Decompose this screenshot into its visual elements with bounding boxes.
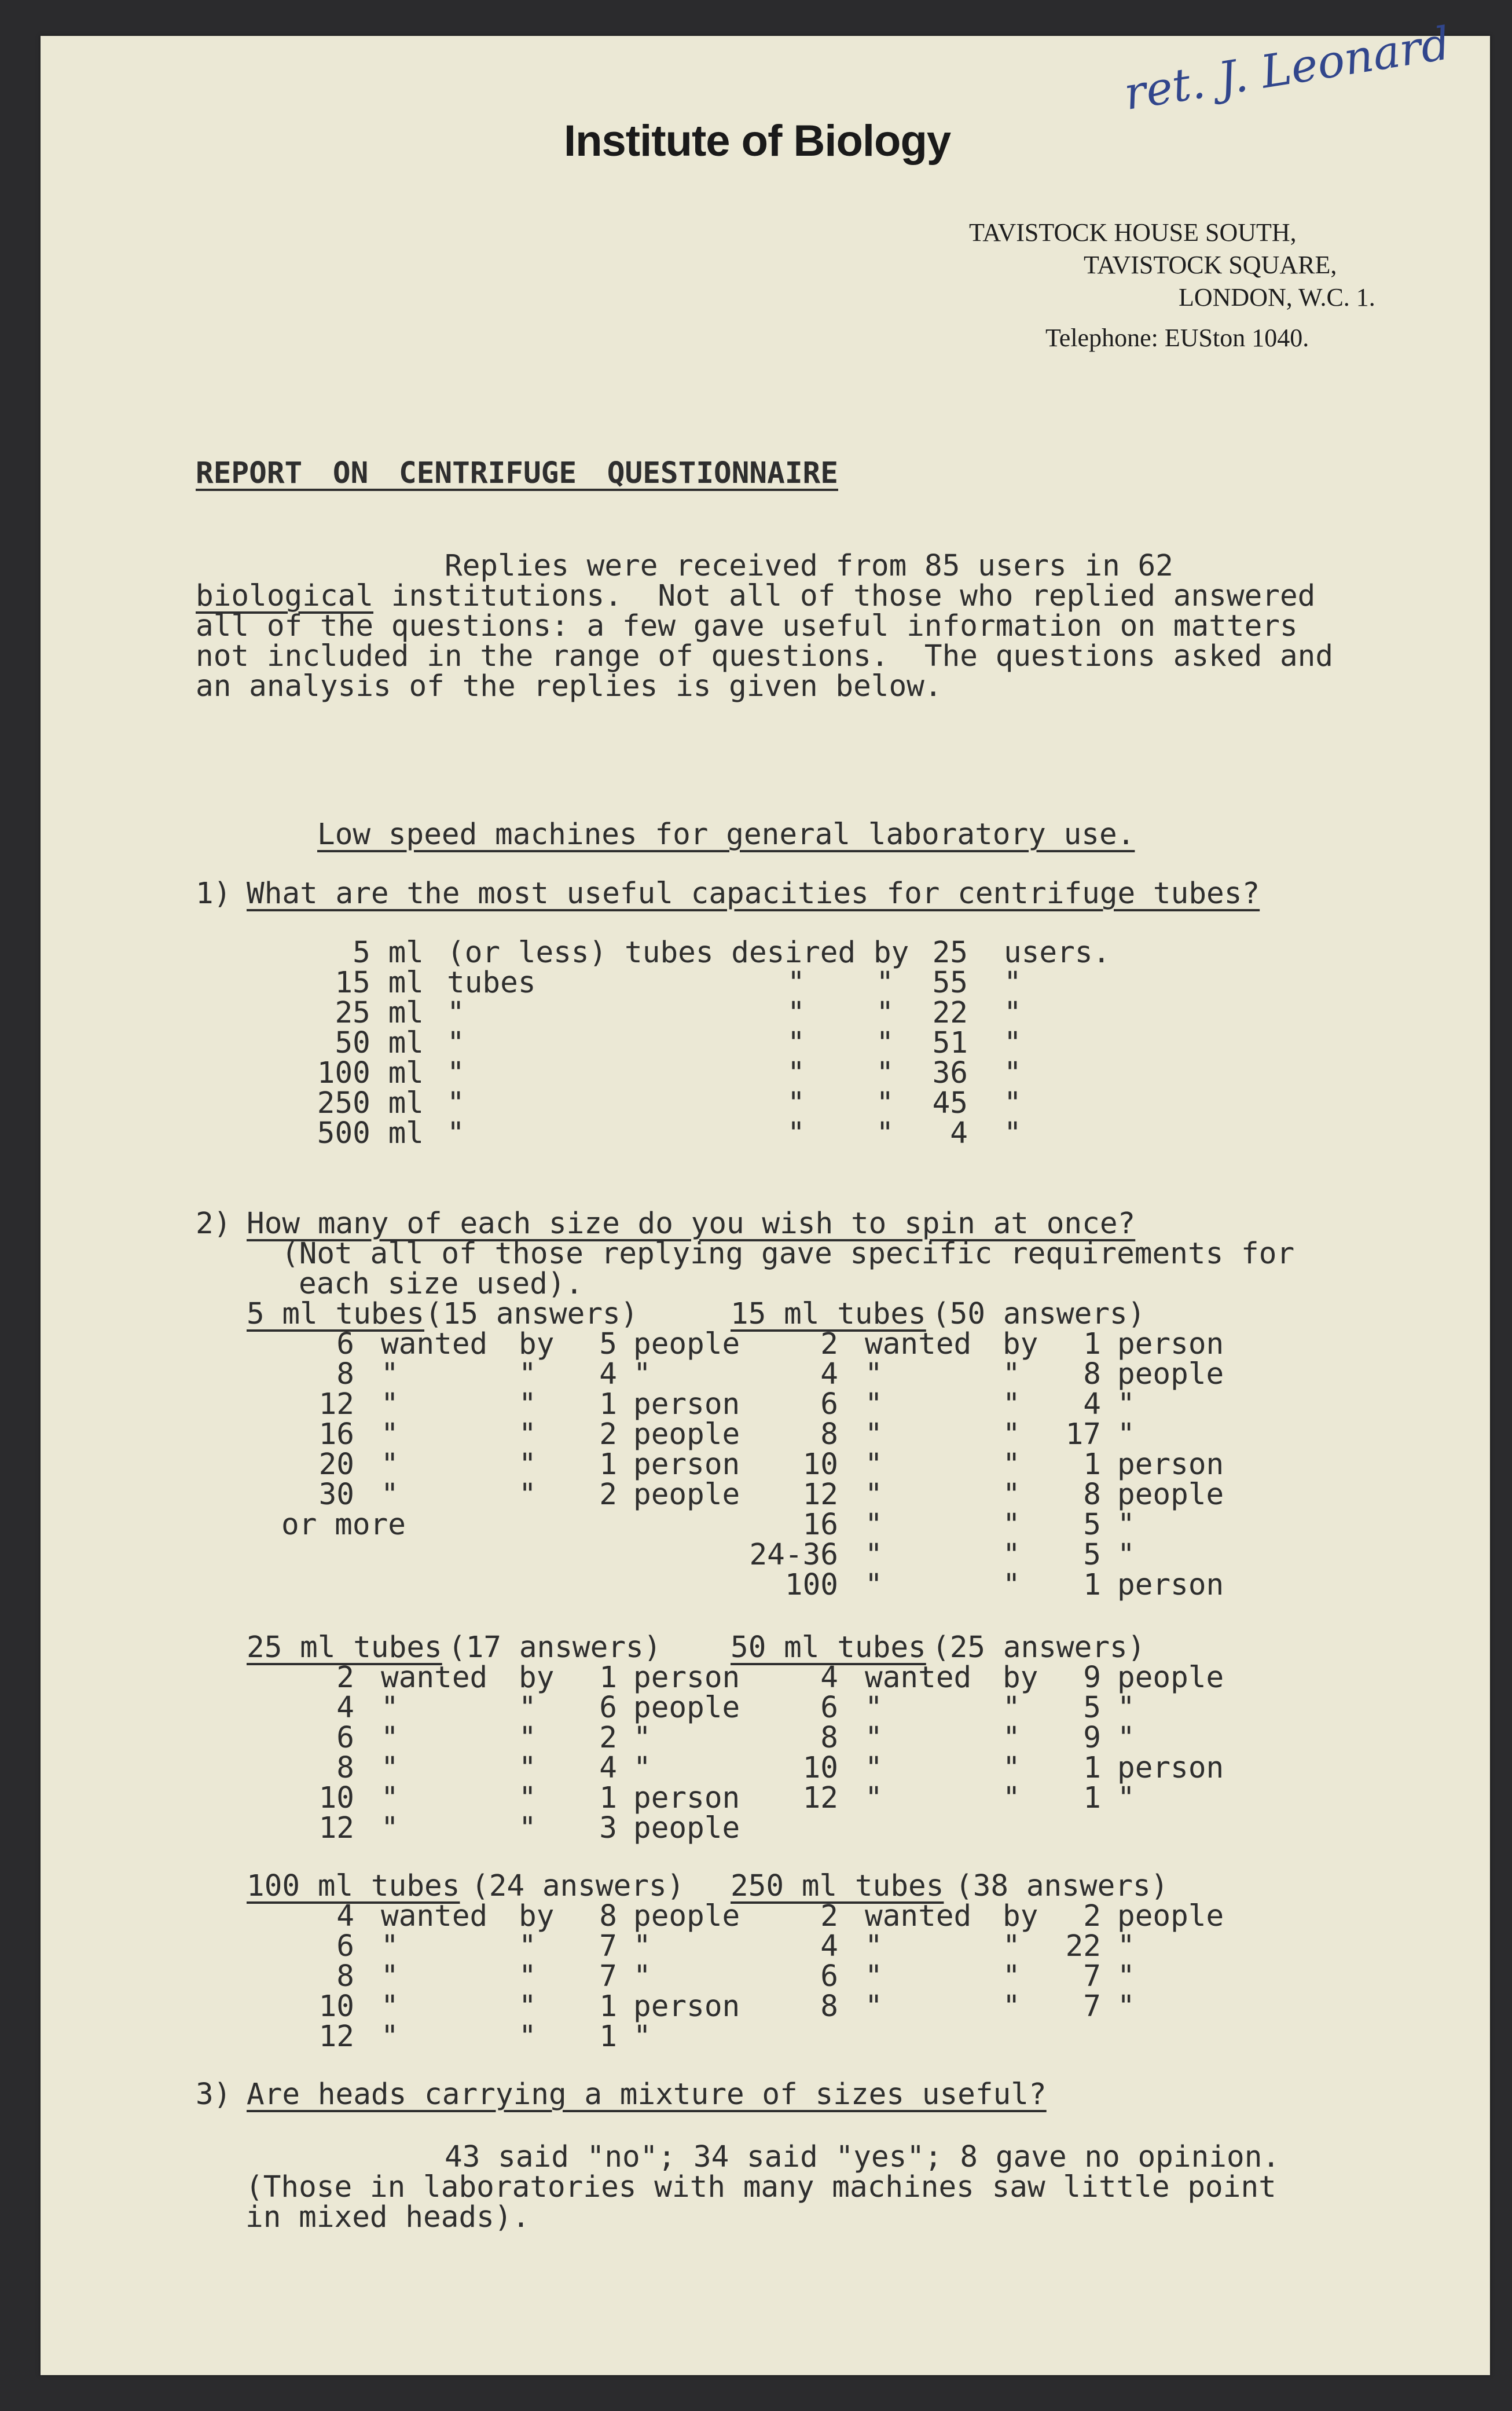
q2-row-count: 1: [599, 1781, 617, 1815]
q1-desc: ": [447, 1086, 465, 1120]
q2-row-wanted: ": [865, 1751, 883, 1785]
q2-table-title: 50 ml tubes: [731, 1630, 926, 1665]
q2-row-count: 8: [1083, 1478, 1101, 1512]
q1-tail: ": [1004, 1056, 1022, 1090]
q2-row-wanted: ": [865, 1357, 883, 1391]
q1-size: 15 ml: [335, 966, 424, 1000]
q2-row-by: ": [519, 1691, 537, 1725]
q3-number: 3): [196, 2077, 232, 2112]
q2-row-by: ": [1003, 1417, 1021, 1452]
q2-row-wanted: ": [865, 1568, 883, 1602]
q2-row-unit: ": [1117, 1417, 1135, 1452]
q2-row-quantity: 6: [336, 1721, 354, 1755]
q2-row-quantity: 6: [820, 1691, 838, 1725]
q2-row-wanted: ": [381, 1751, 399, 1785]
q2-row-count: 5: [1083, 1508, 1101, 1542]
q2-row-quantity: 2: [820, 1327, 838, 1361]
address-line-1: TAVISTOCK HOUSE SOUTH,: [969, 218, 1297, 247]
q2-row-unit: ": [1117, 1387, 1135, 1421]
q2-row-quantity: 4: [336, 1691, 354, 1725]
q2-row-count: 22: [1065, 1929, 1101, 1963]
q1-desc: tubes: [447, 966, 536, 1000]
q1-count: 4: [950, 1116, 968, 1150]
q2-row-wanted: ": [381, 1448, 399, 1482]
q1-number: 1): [196, 877, 232, 911]
q2-row-wanted: ": [381, 1929, 399, 1963]
q2-row-quantity: 4: [820, 1661, 838, 1695]
q2-row-unit: person: [1117, 1327, 1224, 1361]
q2-row-by: ": [519, 1959, 537, 1994]
q1-size: 250 ml: [317, 1086, 424, 1120]
telephone: Telephone: EUSton 1040.: [1045, 324, 1309, 352]
q2-row-by: ": [1003, 1478, 1021, 1512]
q2-row-wanted: wanted: [865, 1899, 972, 1933]
q2-table-answers: (24 answers): [471, 1869, 685, 1903]
q2-row-quantity: 8: [820, 1721, 838, 1755]
q1-size: 500 ml: [317, 1116, 424, 1150]
q2-row-wanted: ": [381, 1721, 399, 1755]
q2-row-wanted: ": [381, 1478, 399, 1512]
q2-row-count: 4: [599, 1751, 617, 1785]
q2-row-wanted: ": [865, 1478, 883, 1512]
q1-desc: ": [447, 996, 465, 1030]
q2-row-unit: person: [633, 1387, 740, 1421]
q2-row-quantity: 8: [820, 1417, 838, 1452]
q2-table-title: 250 ml tubes: [731, 1869, 944, 1903]
q2-row-unit: person: [633, 1661, 740, 1695]
q2-row-unit: ": [1117, 1959, 1135, 1994]
q1-ditto: " ": [787, 1056, 894, 1090]
q2-row-unit: ": [1117, 1691, 1135, 1725]
q2-row-by: ": [1003, 1751, 1021, 1785]
q2-row-count: 1: [1083, 1568, 1101, 1602]
q1-ditto: " ": [787, 1026, 894, 1060]
q1-count: 51: [932, 1026, 968, 1060]
q2-note-line-1: (Not all of those replying gave specific requirements for: [281, 1237, 1295, 1271]
q1-tail: ": [1004, 1086, 1022, 1120]
intro-line-2: [196, 581, 1315, 611]
handwritten-note: ret. J. Leonard: [1120, 17, 1454, 120]
q2-row-count: 6: [599, 1691, 617, 1725]
q2-row-count: 9: [1083, 1661, 1101, 1695]
intro-line-5: an analysis of the replies is given below.: [196, 669, 942, 703]
q1-ditto: " ": [787, 966, 894, 1000]
q2-row-by: ": [519, 1751, 537, 1785]
q2-row-quantity: 4: [336, 1899, 354, 1933]
q2-row-quantity: 16: [318, 1417, 354, 1452]
q2-row-quantity: 12: [802, 1478, 838, 1512]
q2-row-quantity: 8: [820, 1989, 838, 2024]
q2-row-wanted: wanted: [865, 1327, 972, 1361]
intro-line-3: all of the questions: a few gave useful information on matters: [196, 609, 1298, 643]
q2-row-by: by: [1003, 1327, 1038, 1361]
q2-row-quantity: 12: [318, 1387, 354, 1421]
q2-row-count: 8: [1083, 1357, 1101, 1391]
q2-row-wanted: ": [381, 1959, 399, 1994]
q2-table-answers: (17 answers): [448, 1630, 662, 1665]
q2-row-count: 7: [1083, 1959, 1101, 1994]
q2-row-quantity: 10: [318, 1989, 354, 2024]
q1-desc: ": [447, 1056, 465, 1090]
q2-row-count: 17: [1065, 1417, 1101, 1452]
q2-row-by: ": [519, 1721, 537, 1755]
q2-row-wanted: ": [865, 1508, 883, 1542]
q2-row-by: ": [519, 1417, 537, 1452]
q2-row-by: ": [1003, 1508, 1021, 1542]
q2-row-count: 1: [1083, 1448, 1101, 1482]
address-line-2: TAVISTOCK SQUARE,: [1084, 251, 1337, 279]
q2-row-wanted: ": [865, 1417, 883, 1452]
q1-count: 36: [932, 1056, 968, 1090]
q1-size: 25 ml: [335, 996, 424, 1030]
q1-size: 100 ml: [317, 1056, 424, 1090]
q2-row-unit: ": [1117, 1721, 1135, 1755]
q2-row-count: 5: [1083, 1538, 1101, 1572]
q2-row-by: by: [519, 1899, 555, 1933]
q2-row-quantity: 8: [336, 1959, 354, 1994]
q2-row-quantity: 8: [336, 1751, 354, 1785]
q2-row-by: ": [519, 1781, 537, 1815]
q2-row-unit: people: [1117, 1357, 1224, 1391]
q2-row-wanted: ": [865, 1691, 883, 1725]
q1-tail: users.: [1004, 936, 1111, 970]
q2-row-quantity: 8: [336, 1357, 354, 1391]
q2-row-by: ": [1003, 1959, 1021, 1994]
q2-row-wanted: ": [381, 1417, 399, 1452]
intro-line-4: not included in the range of questions. The questions asked and: [196, 639, 1334, 673]
q2-row-quantity: 6: [820, 1387, 838, 1421]
q2-row-unit: ": [1117, 1508, 1135, 1542]
q1-ditto: " ": [787, 1086, 894, 1120]
q2-row-by: by: [1003, 1661, 1038, 1695]
q2-row-by: ": [1003, 1989, 1021, 2024]
q2-row-unit: person: [1117, 1751, 1224, 1785]
q2-table-title: 5 ml tubes: [247, 1297, 425, 1331]
q1-desc: (or less) tubes desired by: [447, 936, 909, 970]
intro-line-2-rest: institutions. Not all of those who replied answered: [373, 579, 1316, 613]
q2-table-answers: (38 answers): [955, 1869, 1169, 1903]
q2-row-unit: ": [633, 1357, 651, 1391]
q2-row-quantity: 6: [336, 1929, 354, 1963]
q1-tail: ": [1004, 996, 1022, 1030]
q1-tail: ": [1004, 966, 1022, 1000]
q2-row-quantity: 2: [820, 1899, 838, 1933]
q2-row-quantity: 10: [802, 1448, 838, 1482]
q2-row-wanted: wanted: [865, 1661, 972, 1695]
q2-row-by: by: [519, 1661, 555, 1695]
q2-row-wanted: ": [381, 1357, 399, 1391]
q2-row-wanted: wanted: [381, 1899, 488, 1933]
institution-name: Institute of Biology: [564, 116, 951, 166]
q2-row-quantity: 12: [318, 1811, 354, 1845]
q2-row-wanted: ": [865, 1989, 883, 2024]
q2-table-answers: (15 answers): [425, 1297, 638, 1331]
q2-row-count: 1: [599, 1989, 617, 2024]
q2-row-by: ": [519, 1811, 537, 1845]
q2-row-by: ": [1003, 1448, 1021, 1482]
q2-row-count: 4: [599, 1357, 617, 1391]
section-heading: Low speed machines for general laboratory use.: [317, 818, 1135, 852]
q2-row-unit: person: [633, 1781, 740, 1815]
q2-row-quantity: 10: [318, 1781, 354, 1815]
q2-row-unit: person: [1117, 1568, 1224, 1602]
report-title: REPORT ON CENTRIFUGE QUESTIONNAIRE: [196, 456, 838, 490]
q2-row-wanted: wanted: [381, 1661, 488, 1695]
q3-answer-line-3: in mixed heads).: [245, 2200, 530, 2234]
q2-row-unit: person: [633, 1448, 740, 1482]
q2-row-wanted: ": [381, 1781, 399, 1815]
q1-count: 25: [932, 936, 968, 970]
q2-row-quantity: 16: [802, 1508, 838, 1542]
q2-row-count: 7: [1083, 1989, 1101, 2024]
q2-row-quantity: 24-36: [749, 1538, 838, 1572]
q2-row-count: 1: [599, 2020, 617, 2054]
q2-row-by: ": [1003, 1781, 1021, 1815]
q2-row-by: by: [519, 1327, 555, 1361]
q2-row-by: ": [1003, 1538, 1021, 1572]
q2-row-quantity: 2: [336, 1661, 354, 1695]
q2-table-extra: or more: [281, 1508, 406, 1542]
q2-row-wanted: ": [865, 1959, 883, 1994]
q2-row-count: 2: [599, 1478, 617, 1512]
q2-table-answers: (25 answers): [932, 1630, 1146, 1665]
q2-row-wanted: ": [381, 1811, 399, 1845]
q2-row-by: ": [1003, 1357, 1021, 1391]
q2-row-wanted: ": [865, 1929, 883, 1963]
q2-row-by: ": [519, 2020, 537, 2054]
q2-row-by: ": [519, 1448, 537, 1482]
q2-row-unit: ": [1117, 1989, 1135, 2024]
q2-row-by: ": [1003, 1568, 1021, 1602]
intro-line-1: Replies were received from 85 users in 62: [445, 549, 1173, 583]
q2-row-count: 1: [1083, 1751, 1101, 1785]
q2-row-unit: ": [1117, 1538, 1135, 1572]
q2-table-title: 100 ml tubes: [247, 1869, 460, 1903]
q2-row-by: ": [1003, 1387, 1021, 1421]
q2-row-count: 9: [1083, 1721, 1101, 1755]
q2-row-quantity: 10: [802, 1751, 838, 1785]
q2-row-unit: people: [1117, 1478, 1224, 1512]
q2-row-unit: people: [633, 1899, 740, 1933]
q2-row-unit: ": [633, 2020, 651, 2054]
q2-row-quantity: 30: [318, 1478, 354, 1512]
q1-size: 50 ml: [335, 1026, 424, 1060]
q1-desc: ": [447, 1116, 465, 1150]
q2-row-unit: people: [633, 1691, 740, 1725]
q1-tail: ": [1004, 1026, 1022, 1060]
q2-row-wanted: ": [381, 2020, 399, 2054]
q2-row-quantity: 20: [318, 1448, 354, 1482]
q2-question: How many of each size do you wish to spin at once?: [247, 1207, 1136, 1241]
q2-row-unit: person: [633, 1989, 740, 2024]
q2-row-quantity: 12: [318, 2020, 354, 2054]
q1-count: 55: [932, 966, 968, 1000]
q2-table-title: 15 ml tubes: [731, 1297, 926, 1331]
q2-row-count: 7: [599, 1959, 617, 1994]
q2-row-wanted: ": [381, 1989, 399, 2024]
q2-row-count: 5: [1083, 1691, 1101, 1725]
q2-row-quantity: 4: [820, 1357, 838, 1391]
q2-row-quantity: 100: [784, 1568, 838, 1602]
q2-row-unit: people: [1117, 1899, 1224, 1933]
q2-row-count: 3: [599, 1811, 617, 1845]
q2-row-unit: people: [1117, 1661, 1224, 1695]
q2-row-wanted: ": [865, 1448, 883, 1482]
q2-row-count: 5: [599, 1327, 617, 1361]
q2-row-by: ": [519, 1929, 537, 1963]
q2-row-unit: person: [1117, 1448, 1224, 1482]
q2-row-wanted: ": [381, 1691, 399, 1725]
q1-size: 5 ml: [353, 936, 424, 970]
q2-row-quantity: 6: [336, 1327, 354, 1361]
q1-tail: ": [1004, 1116, 1022, 1150]
q2-row-unit: ": [633, 1721, 651, 1755]
q2-row-wanted: ": [865, 1538, 883, 1572]
address-line-3: LONDON, W.C. 1.: [1179, 283, 1375, 312]
q2-row-count: 1: [1083, 1781, 1101, 1815]
q2-row-count: 8: [599, 1899, 617, 1933]
q2-row-wanted: wanted: [381, 1327, 488, 1361]
q2-row-count: 1: [599, 1448, 617, 1482]
q2-row-quantity: 12: [802, 1781, 838, 1815]
q1-count: 45: [932, 1086, 968, 1120]
q2-row-unit: people: [633, 1327, 740, 1361]
q1-question: What are the most useful capacities for centrifuge tubes?: [247, 877, 1260, 911]
q1-desc: ": [447, 1026, 465, 1060]
q2-number: 2): [196, 1207, 232, 1241]
q3-answer-line-2: (Those in laboratories with many machines saw little point: [245, 2170, 1276, 2204]
q2-row-unit: ": [633, 1751, 651, 1785]
q2-row-by: by: [1003, 1899, 1038, 1933]
q2-row-quantity: 6: [820, 1959, 838, 1994]
q2-row-by: ": [519, 1387, 537, 1421]
q2-row-by: ": [1003, 1929, 1021, 1963]
q2-row-quantity: 4: [820, 1929, 838, 1963]
q2-row-unit: people: [633, 1478, 740, 1512]
q2-row-count: 2: [599, 1417, 617, 1452]
q2-row-wanted: ": [865, 1721, 883, 1755]
q2-row-unit: people: [633, 1417, 740, 1452]
q2-row-count: 4: [1083, 1387, 1101, 1421]
q2-row-by: ": [1003, 1721, 1021, 1755]
q2-row-count: 1: [599, 1661, 617, 1695]
q2-row-wanted: ": [865, 1387, 883, 1421]
q2-row-unit: ": [1117, 1781, 1135, 1815]
q2-note-line-2: each size used).: [299, 1267, 583, 1301]
q1-count: 22: [932, 996, 968, 1030]
q2-table-answers: (50 answers): [932, 1297, 1146, 1331]
q2-row-unit: ": [1117, 1929, 1135, 1963]
q1-ditto: " ": [787, 996, 894, 1030]
q1-ditto: " ": [787, 1116, 894, 1150]
q2-row-unit: ": [633, 1959, 651, 1994]
q2-row-count: 2: [1083, 1899, 1101, 1933]
q2-row-by: ": [1003, 1691, 1021, 1725]
q2-row-count: 2: [599, 1721, 617, 1755]
q2-row-wanted: ": [381, 1387, 399, 1421]
q2-row-count: 1: [1083, 1327, 1101, 1361]
intro-underlined-word: biological: [196, 579, 374, 613]
q2-table-title: 25 ml tubes: [247, 1630, 442, 1665]
q2-row-unit: ": [633, 1929, 651, 1963]
q2-row-unit: people: [633, 1811, 740, 1845]
q2-row-by: ": [519, 1357, 537, 1391]
q2-row-by: ": [519, 1478, 537, 1512]
q2-row-count: 7: [599, 1929, 617, 1963]
q3-answer-line-1: 43 said "no"; 34 said "yes"; 8 gave no opinion.: [445, 2140, 1280, 2174]
q2-row-by: ": [519, 1989, 537, 2024]
q3-question: Are heads carrying a mixture of sizes useful?: [247, 2077, 1047, 2112]
q2-row-wanted: ": [865, 1781, 883, 1815]
q2-row-count: 1: [599, 1387, 617, 1421]
